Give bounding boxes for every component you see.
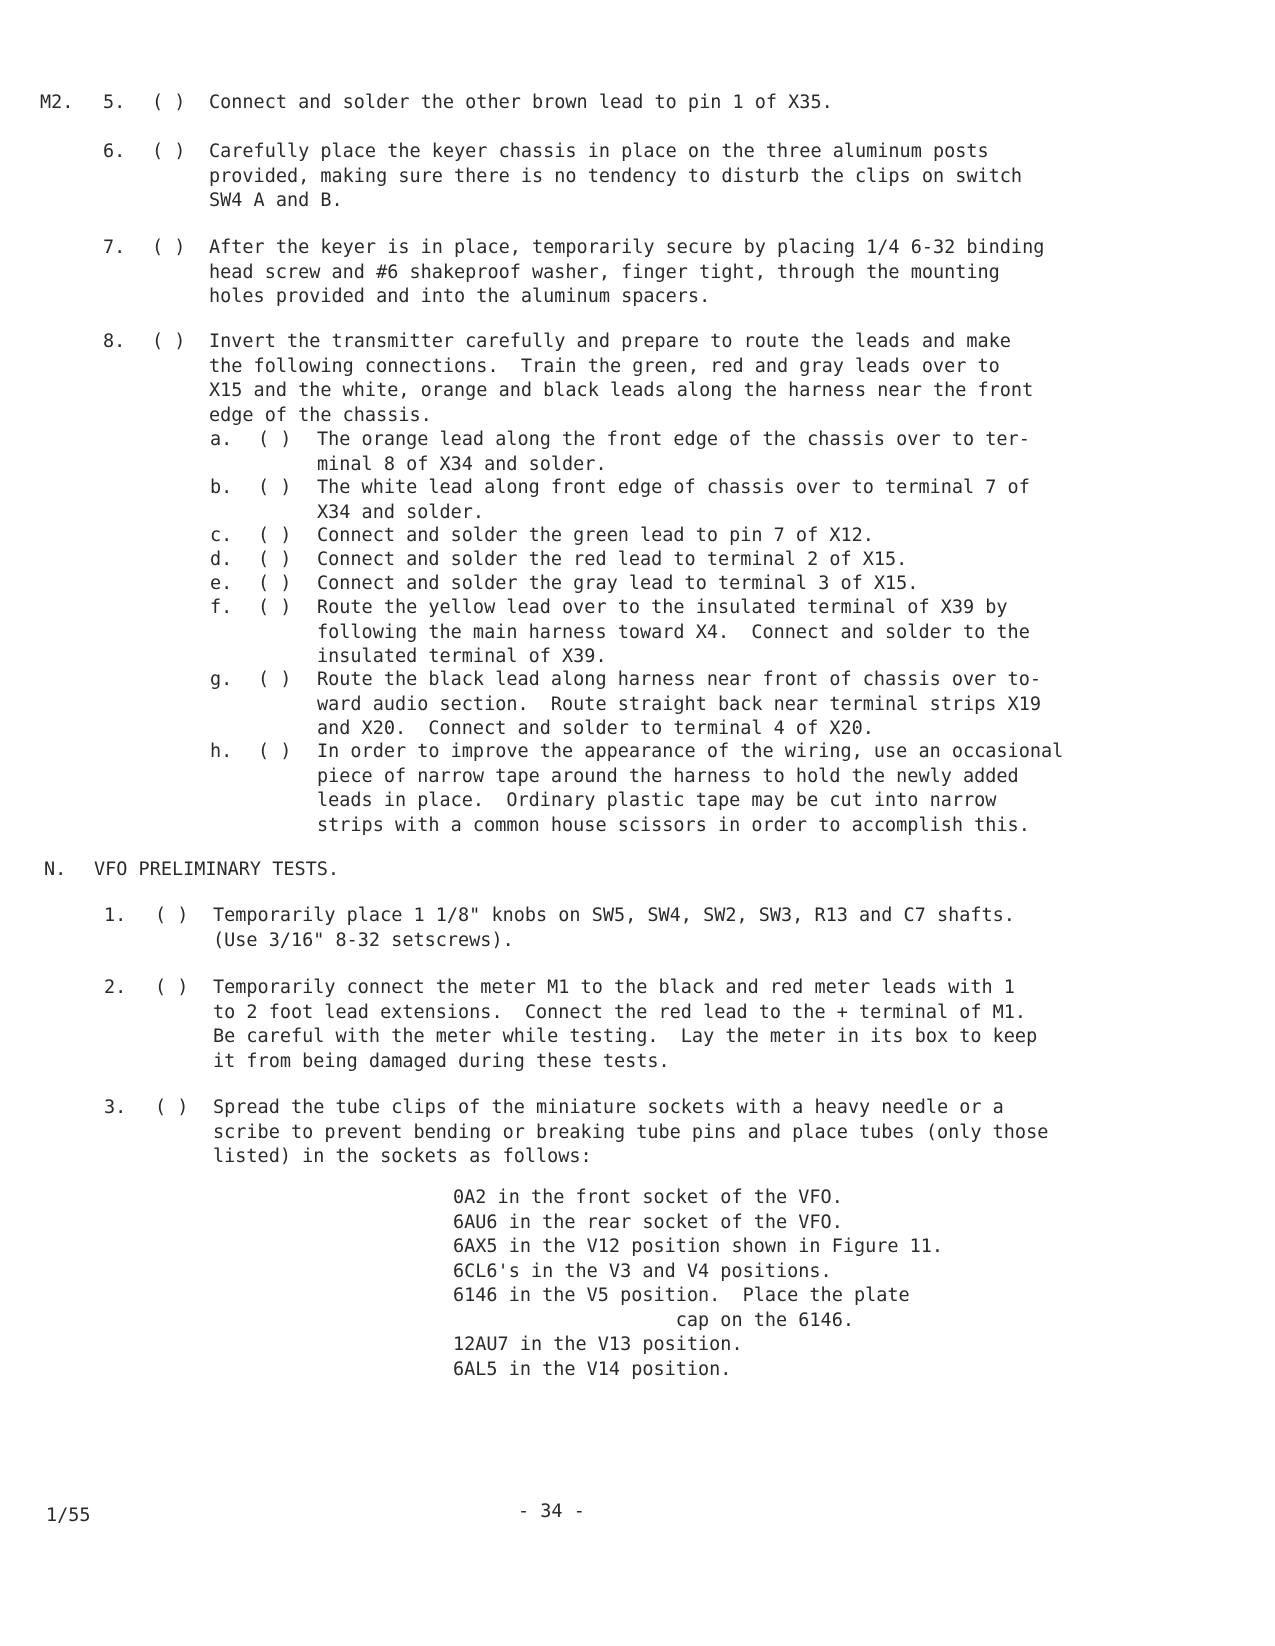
checkbox[interactable]: ( ) (258, 573, 292, 594)
checkbox[interactable]: ( ) (152, 331, 186, 352)
item-text (209, 236, 1044, 310)
item-text (209, 140, 1022, 214)
text-line: head screw and #6 shakeproof washer, finger tight, through the mounting (209, 261, 1000, 283)
text-line: piece of narrow tape around the harness to hold the newly added (317, 765, 1019, 787)
text-line: Route the black lead along harness near front of chassis over to- (317, 669, 1041, 690)
text-line: Connect and solder the other brown lead to pin 1 of X35. (209, 92, 833, 113)
item-number: 2. (104, 977, 127, 998)
checkbox[interactable]: ( ) (258, 669, 292, 690)
item-text (209, 330, 1033, 428)
text-line: Invert the transmitter carefully and prepare to route the leads and make (209, 331, 1011, 352)
subitem-letter: c. (210, 525, 233, 546)
text-line: and X20. Connect and solder to terminal 4 of X20. (317, 718, 874, 739)
item-text (209, 91, 833, 116)
text-line: strips with a common house scissors in order to accomplish this. (317, 814, 1030, 836)
item-number: 1. (104, 905, 127, 926)
text-line: (Use 3/16" 8-32 setscrews). (213, 929, 514, 951)
text-line: the following connections. Train the green, red and gray leads over to (209, 355, 1000, 377)
item-number: 7. (103, 237, 126, 258)
text-line: Spread the tube clips of the miniature sockets with a heavy needle or a (213, 1097, 1004, 1118)
checkbox[interactable]: ( ) (258, 525, 292, 546)
tube-list-line: 6146 in the V5 position. Place the plate (453, 1285, 910, 1306)
text-line: it from being damaged during these tests. (213, 1050, 670, 1072)
section-label: N. (44, 859, 67, 880)
text-line: Route the yellow lead over to the insulated terminal of X39 by (317, 597, 1008, 618)
item-number: 5. (103, 92, 126, 113)
checkbox[interactable]: ( ) (258, 741, 292, 762)
text-line: following the main harness toward X4. Connect and solder to the (317, 621, 1030, 643)
tube-list-line: 6AX5 in the V12 position shown in Figure 11. (453, 1236, 944, 1257)
subitem-letter: h. (210, 741, 233, 762)
text-line: scribe to prevent bending or breaking tube pins and place tubes (only those (213, 1121, 1049, 1143)
checkbox[interactable]: ( ) (155, 905, 189, 926)
checkbox[interactable]: ( ) (258, 477, 292, 498)
footer-date: 1/55 (46, 1505, 91, 1526)
text-line: provided, making sure there is no tendency to disturb the clips on switch (209, 165, 1023, 187)
subitem-text (317, 476, 1030, 525)
checkbox[interactable]: ( ) (258, 429, 292, 450)
tube-list-line: cap on the 6146. (453, 1309, 854, 1331)
text-line: leads in place. Ordinary plastic tape may be cut into narrow (317, 790, 997, 811)
text-line: to 2 foot lead extensions. Connect the red lead to the + terminal of M1. (213, 1001, 1027, 1023)
subitem-text (317, 428, 1030, 477)
text-line: Connect and solder the red lead to terminal 2 of X15. (317, 549, 908, 570)
checkbox[interactable]: ( ) (152, 92, 186, 113)
text-line: insulated terminal of X39. (317, 646, 607, 667)
tube-list-line: 0A2 in the front socket of the VFO. (453, 1187, 843, 1208)
text-line: In order to improve the appearance of the wiring, use an occasional (317, 741, 1064, 762)
subitem-letter: f. (210, 597, 233, 618)
page-number: - 34 - (518, 1501, 585, 1522)
text-line: X34 and solder. (317, 501, 485, 523)
text-line: minal 8 of X34 and solder. (317, 453, 607, 475)
text-line: Be careful with the meter while testing. Lay the meter in its box to keep (213, 1026, 1038, 1047)
text-line: ward audio section. Route straight back near terminal strips X19 (317, 693, 1041, 715)
text-line: Connect and solder the green lead to pin 7 of X12. (317, 525, 874, 546)
subitem-letter: b. (210, 477, 233, 498)
text-line: Connect and solder the gray lead to terminal 3 of X15. (317, 573, 919, 594)
text-line: edge of the chassis. (209, 404, 432, 426)
item-text (213, 904, 1015, 953)
checkbox[interactable]: ( ) (258, 597, 292, 618)
item-number: 6. (103, 141, 126, 162)
tube-list-line: 6AU6 in the rear socket of the VFO. (453, 1211, 843, 1233)
tube-list-line: 6CL6's in the V3 and V4 positions. (453, 1260, 832, 1282)
section-title: VFO PRELIMINARY TESTS. (94, 859, 340, 880)
tube-list-line: 6AL5 in the V14 position. (453, 1358, 732, 1380)
text-line: The orange lead along the front edge of the chassis over to ter- (317, 429, 1030, 450)
subitem-text (317, 596, 1030, 670)
item-number: 8. (103, 331, 126, 352)
text-line: listed) in the sockets as follows: (213, 1146, 592, 1167)
text-line: Temporarily place 1 1/8" knobs on SW5, SW4, SW2, SW3, R13 and C7 shafts. (213, 905, 1015, 926)
item-text (213, 1096, 1048, 1170)
subitem-letter: a. (210, 429, 233, 450)
checkbox[interactable]: ( ) (258, 549, 292, 570)
text-line: SW4 A and B. (209, 190, 343, 211)
subitem-text (317, 740, 1063, 838)
item-number: 3. (104, 1097, 127, 1118)
checkbox[interactable]: ( ) (155, 977, 189, 998)
text-line: After the keyer is in place, temporarily secure by placing 1/4 6-32 binding (209, 237, 1045, 258)
item-text (213, 976, 1037, 1074)
text-line: Temporarily connect the meter M1 to the black and red meter leads with 1 (213, 977, 1015, 998)
subitem-letter: g. (210, 669, 233, 690)
subitem-text (317, 548, 907, 573)
tube-list-line: 12AU7 in the V13 position. (453, 1334, 743, 1355)
tube-list (453, 1186, 943, 1382)
text-line: The white lead along front edge of chassis over to terminal 7 of (317, 477, 1030, 498)
checkbox[interactable]: ( ) (155, 1097, 189, 1118)
subitem-letter: d. (210, 549, 233, 570)
subitem-text (317, 572, 918, 597)
checkbox[interactable]: ( ) (152, 237, 186, 258)
text-line: X15 and the white, orange and black leads along the harness near the front (209, 380, 1034, 401)
subitem-text (317, 524, 874, 549)
checkbox[interactable]: ( ) (152, 141, 186, 162)
section-label: M2. (40, 92, 74, 113)
text-line: Carefully place the keyer chassis in place on the three aluminum posts (209, 141, 989, 162)
text-line: holes provided and into the aluminum spacers. (209, 286, 711, 307)
subitem-letter: e. (210, 573, 233, 594)
subitem-text (317, 668, 1041, 742)
